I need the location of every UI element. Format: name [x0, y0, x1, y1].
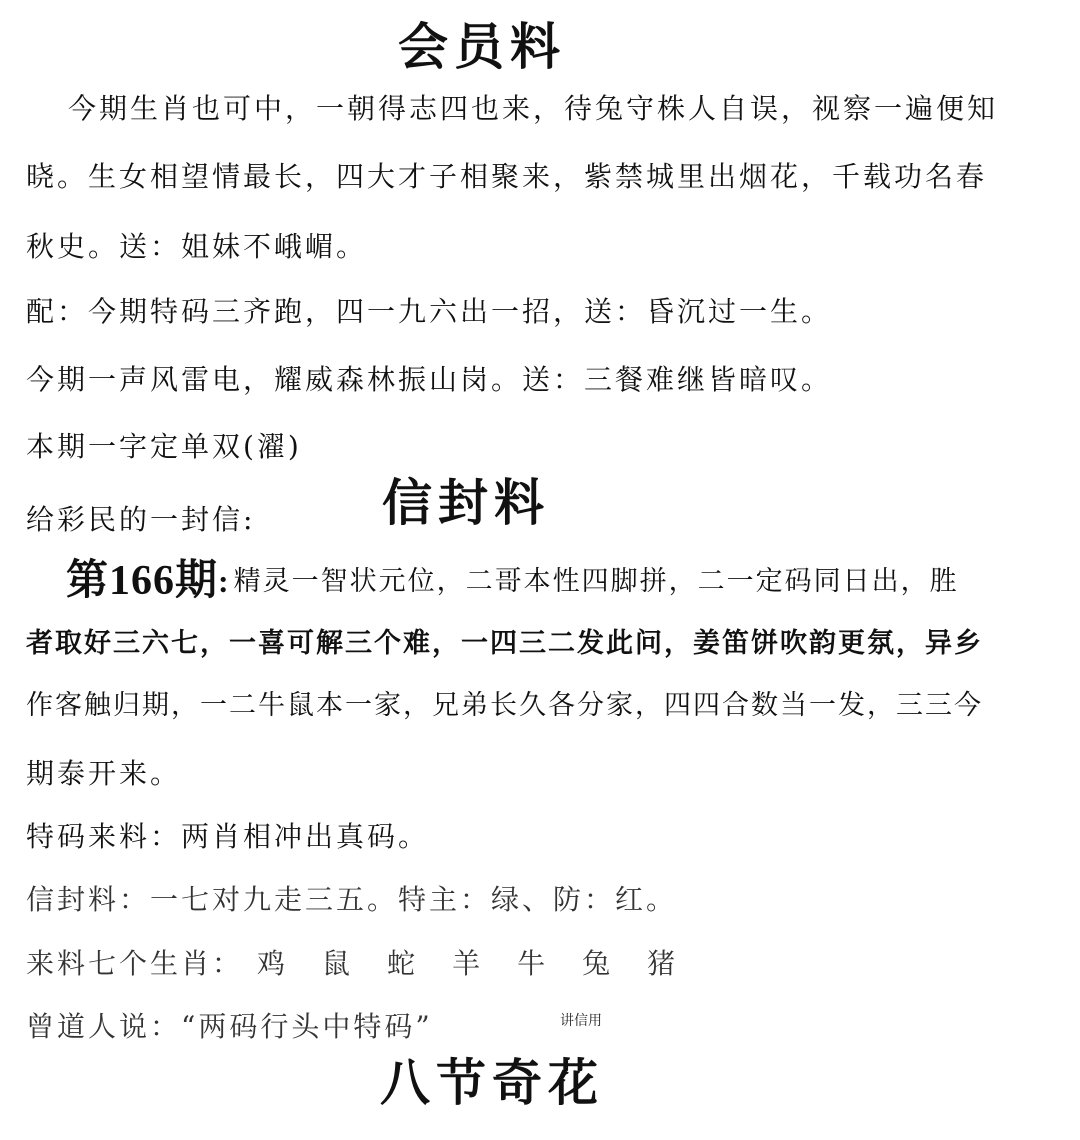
- issue-row: [66, 560, 959, 602]
- issue-line-1: 精灵一智状元位，二哥本性四脚拼，二一定码同日出，胜: [233, 565, 959, 597]
- zodiac-item: 羊: [452, 947, 484, 980]
- letter-intro: 给彩民的一封信:: [26, 503, 256, 536]
- taoist-quote: 曾道人说：“两码行头中特码”: [26, 1010, 433, 1043]
- single-double-line: 本期一字定单双(濯): [26, 430, 302, 463]
- zodiac-item: 蛇: [387, 947, 419, 980]
- poem-line-4: 期泰开来。: [26, 757, 182, 790]
- zodiac-item: 鼠: [322, 947, 354, 980]
- poem-line-2: 者取好三六七，一喜可解三个难，一四三二发此问，姜笛饼吹韵更氛，异乡: [26, 628, 983, 659]
- member-paragraph-line-1: 今期生肖也可中，一朝得志四也来，待兔守株人自误，视察一遍便知: [68, 92, 999, 125]
- section-title-envelope: 信封料: [382, 473, 550, 532]
- zodiac-item: 鸡: [257, 947, 289, 980]
- issue-colon: :: [218, 563, 230, 599]
- special-line: 特码来料：两肖相冲出真码。: [26, 820, 430, 853]
- zodiac-row: [26, 947, 679, 980]
- member-paragraph-line-2: 晓。生女相望情最长，四大才子相聚来，紫禁城里出烟花，千载功名春: [26, 160, 988, 193]
- section-title-flowers: 八节奇花: [380, 1053, 604, 1112]
- stamp-text: 讲信用: [560, 1013, 602, 1029]
- zodiac-item: 猪: [647, 947, 679, 980]
- zodiac-item: 牛: [517, 947, 549, 980]
- thunder-line: 今期一声风雷电，耀威森林振山岗。送：三餐难继皆暗叹。: [26, 363, 833, 396]
- member-paragraph-line-3: 秋史。送：姐妹不峨嵋。: [26, 230, 368, 263]
- zodiac-item: 兔: [582, 947, 614, 980]
- zodiac-label: 来料七个生肖：: [26, 947, 244, 980]
- issue-number: 第166期: [66, 558, 219, 604]
- section-title-member: 会员料: [398, 17, 566, 76]
- poem-line-3: 作客触归期，一二牛鼠本一家，兄弟长久各分家，四四合数当一发，三三今: [26, 690, 983, 721]
- pei-line: 配：今期特码三齐跑，四一九六出一招，送：昏沉过一生。: [26, 295, 833, 328]
- envelope-line: 信封料：一七对九走三五。特主：绿、防：红。: [26, 883, 678, 916]
